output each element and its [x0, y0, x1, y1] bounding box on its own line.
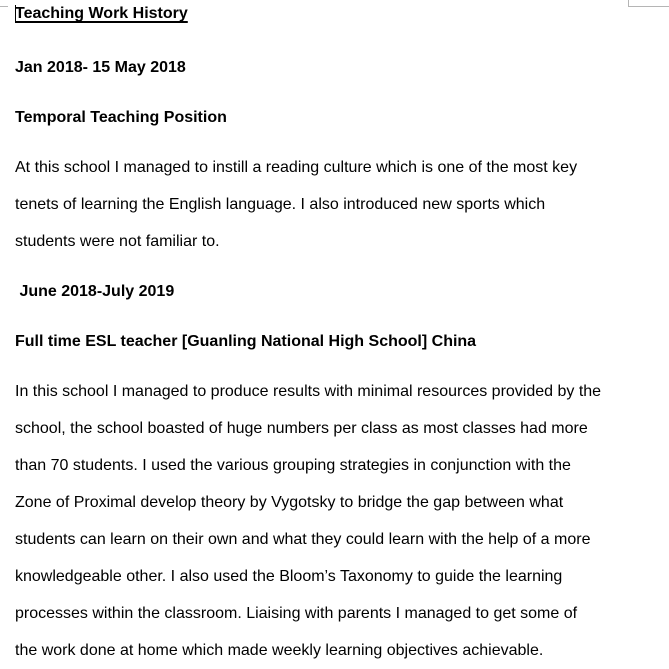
section2-paragraph-line[interactable]: than 70 students. I used the various grouping strategies in conjunction with the	[15, 457, 571, 474]
section2-role[interactable]: Full time ESL teacher [Guanling National High School] China	[15, 333, 477, 350]
section2-paragraph-line[interactable]: the work done at home which made weekly learning objectives achievable.	[15, 642, 544, 659]
section2-paragraph-line[interactable]: school, the school boasted of huge numbers per class as most classes had more	[15, 420, 588, 437]
margin-corner-mark-left	[0, 6, 8, 7]
section1-role[interactable]: Temporal Teaching Position	[15, 109, 227, 126]
section2-dates[interactable]: June 2018-July 2019	[15, 283, 175, 300]
page-title[interactable]: Teaching Work History	[15, 5, 188, 22]
section1-paragraph-line[interactable]: students were not familiar to.	[15, 233, 220, 250]
section2-paragraph-line[interactable]: processes within the classroom. Liaising with parents I managed to get some of	[15, 605, 578, 622]
margin-corner-mark-right-horizontal	[628, 6, 669, 7]
section1-dates[interactable]: Jan 2018- 15 May 2018	[15, 59, 186, 76]
section2-paragraph-line[interactable]: knowledgeable other. I also used the Bloom’s Taxonomy to guide the learning	[15, 568, 563, 585]
section1-paragraph-line[interactable]: At this school I managed to instill a reading culture which is one of the most key	[15, 159, 578, 176]
section2-paragraph-line[interactable]: students can learn on their own and what they could learn with the help of a more	[15, 531, 591, 548]
section2-paragraph-line[interactable]: Zone of Proximal develop theory by Vygotsky to bridge the gap between what	[15, 494, 564, 511]
section1-paragraph-line[interactable]: tenets of learning the English language. I also introduced new sports which	[15, 196, 546, 213]
section2-paragraph-line[interactable]: In this school I managed to produce results with minimal resources provided by the	[15, 383, 602, 400]
